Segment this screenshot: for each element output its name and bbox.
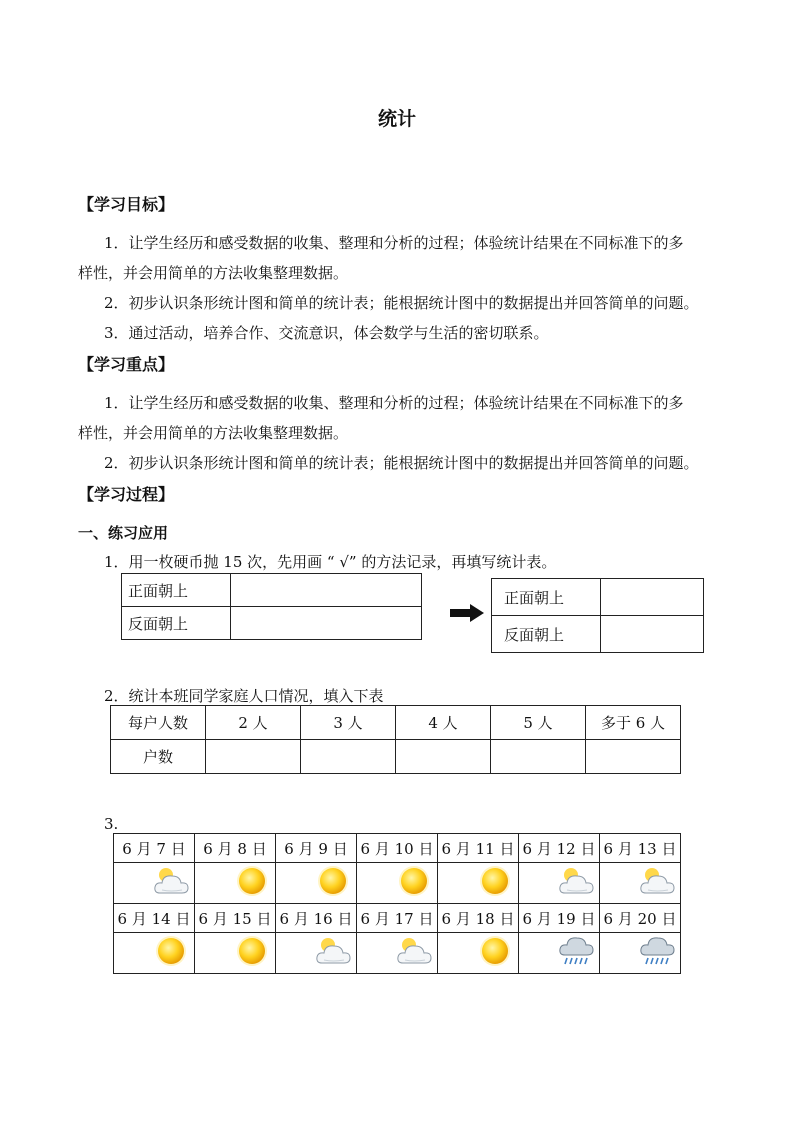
weather-cell <box>114 863 195 904</box>
table-row <box>492 579 704 616</box>
input-cell[interactable] <box>586 740 681 774</box>
table-row <box>122 574 422 607</box>
table-row <box>492 616 704 653</box>
row-label-tails: 反面朝上 <box>492 616 601 653</box>
question-1-text: 1．用一枚硬币抛 15 次，先用画 “ √” 的方法记录，再填写统计表。 <box>104 553 557 571</box>
count-cell-heads[interactable] <box>601 579 704 616</box>
row-label-heads: 正面朝上 <box>492 579 601 616</box>
input-cell[interactable] <box>301 740 396 774</box>
cloudy-icon <box>637 863 677 903</box>
weather-cell <box>276 933 357 974</box>
weather-cell <box>438 933 519 974</box>
table-row <box>114 904 681 933</box>
row-label-heads: 正面朝上 <box>122 574 231 607</box>
header-cell: 4 人 <box>396 706 491 740</box>
header-cell: 多于 6 人 <box>586 706 681 740</box>
table-row <box>114 863 681 904</box>
sun-icon <box>475 863 515 903</box>
table-row <box>114 933 681 974</box>
question-3-label: 3. <box>104 815 119 833</box>
sun-icon <box>313 863 353 903</box>
practice-heading: 一、练习应用 <box>78 524 169 542</box>
section-heading-process: 【学习过程】 <box>78 485 175 504</box>
cloudy-icon <box>394 933 434 973</box>
sun-icon <box>394 863 434 903</box>
weather-cell <box>519 863 600 904</box>
date-cell: 6 月 17 日 <box>357 904 438 933</box>
page-title: 统计 <box>377 108 416 130</box>
section-heading-goals: 【学习目标】 <box>78 195 175 214</box>
rain-icon <box>637 933 677 973</box>
goal-1-line-2: 样性，并会用简单的方法收集整理数据。 <box>78 264 349 282</box>
tally-cell-heads[interactable] <box>231 574 422 607</box>
row-label-households: 户数 <box>111 740 206 774</box>
table-row <box>114 834 681 863</box>
sun-icon <box>151 933 191 973</box>
input-cell[interactable] <box>206 740 301 774</box>
date-cell: 6 月 19 日 <box>519 904 600 933</box>
weather-cell <box>114 933 195 974</box>
cloudy-icon <box>556 863 596 903</box>
rain-icon <box>556 933 596 973</box>
date-cell: 6 月 13 日 <box>600 834 681 863</box>
date-cell: 6 月 16 日 <box>276 904 357 933</box>
sun-icon <box>232 863 272 903</box>
input-cell[interactable] <box>396 740 491 774</box>
tally-cell-tails[interactable] <box>231 607 422 640</box>
coin-tally-table <box>121 573 422 640</box>
cloudy-icon <box>151 863 191 903</box>
date-cell: 6 月 7 日 <box>114 834 195 863</box>
sun-icon <box>475 933 515 973</box>
weather-cell <box>357 863 438 904</box>
weather-cell <box>276 863 357 904</box>
question-2-text: 2．统计本班同学家庭人口情况，填入下表 <box>104 687 384 705</box>
cloudy-icon <box>313 933 353 973</box>
household-table <box>110 705 681 774</box>
sun-icon <box>232 933 272 973</box>
right-arrow-icon <box>450 604 484 622</box>
header-cell: 5 人 <box>491 706 586 740</box>
weather-table <box>113 833 681 974</box>
table-row <box>111 740 681 774</box>
date-cell: 6 月 15 日 <box>195 904 276 933</box>
goal-1-line-1: 1．让学生经历和感受数据的收集、整理和分析的过程；体验统计结果在不同标准下的多 <box>104 234 684 252</box>
weather-cell <box>195 863 276 904</box>
count-cell-tails[interactable] <box>601 616 704 653</box>
section-heading-key-points: 【学习重点】 <box>78 355 175 374</box>
row-label-tails: 反面朝上 <box>122 607 231 640</box>
goal-3: 3．通过活动，培养合作、交流意识，体会数学与生活的密切联系。 <box>104 324 549 342</box>
header-cell: 每户人数 <box>111 706 206 740</box>
key-point-1-line-1: 1．让学生经历和感受数据的收集、整理和分析的过程；体验统计结果在不同标准下的多 <box>104 394 684 412</box>
table-row <box>122 607 422 640</box>
table-row <box>111 706 681 740</box>
weather-cell <box>600 863 681 904</box>
date-cell: 6 月 20 日 <box>600 904 681 933</box>
date-cell: 6 月 9 日 <box>276 834 357 863</box>
header-cell: 3 人 <box>301 706 396 740</box>
date-cell: 6 月 14 日 <box>114 904 195 933</box>
date-cell: 6 月 8 日 <box>195 834 276 863</box>
date-cell: 6 月 18 日 <box>438 904 519 933</box>
input-cell[interactable] <box>491 740 586 774</box>
key-point-2: 2．初步认识条形统计图和简单的统计表；能根据统计图中的数据提出并回答简单的问题。 <box>104 454 699 472</box>
date-cell: 6 月 12 日 <box>519 834 600 863</box>
weather-cell <box>195 933 276 974</box>
header-cell: 2 人 <box>206 706 301 740</box>
date-cell: 6 月 10 日 <box>357 834 438 863</box>
weather-cell <box>519 933 600 974</box>
date-cell: 6 月 11 日 <box>438 834 519 863</box>
key-point-1-line-2: 样性，并会用简单的方法收集整理数据。 <box>78 424 349 442</box>
coin-count-table <box>491 578 704 653</box>
weather-cell <box>600 933 681 974</box>
weather-cell <box>357 933 438 974</box>
weather-cell <box>438 863 519 904</box>
goal-2: 2．初步认识条形统计图和简单的统计表；能根据统计图中的数据提出并回答简单的问题。 <box>104 294 699 312</box>
